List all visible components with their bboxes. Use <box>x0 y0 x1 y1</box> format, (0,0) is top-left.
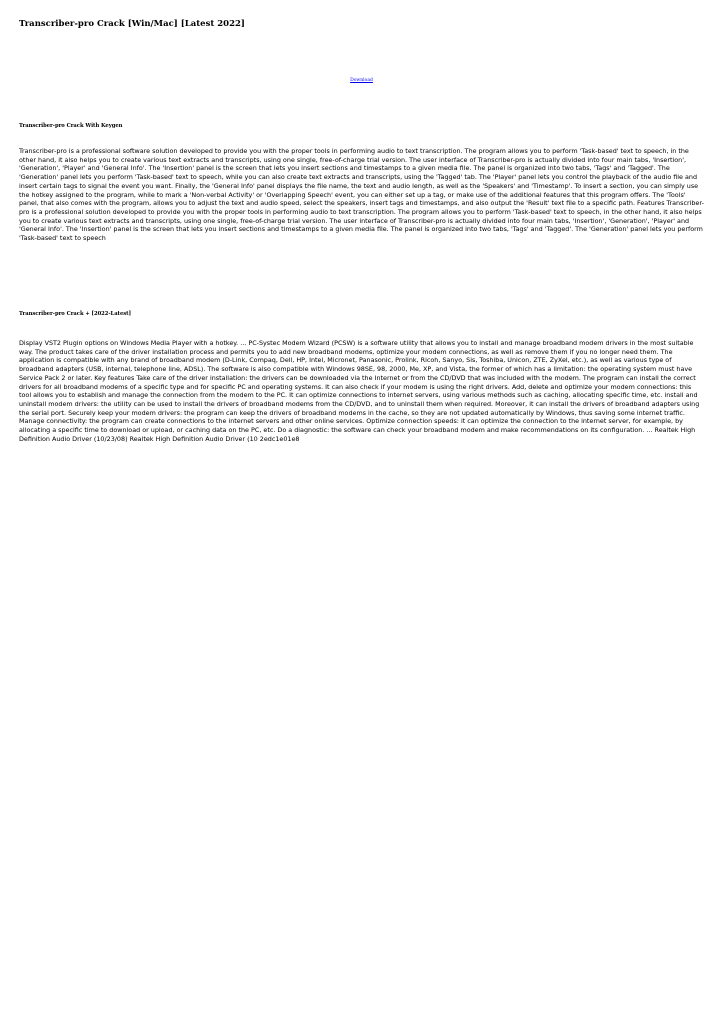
section-heading-crack-with-keygen: Transcriber-pro Crack With Keygen <box>19 123 123 129</box>
section-body-crack-latest: Display VST2 Plugin options on Windows Media Player with a hotkey. ... PC-Systec Modem Wizard (PCSW) is a software utility that allows you to install and manage broadband modem drivers in the most suitable way. The product takes care of the driver installation process and permits you to add new broadband modems, optimize your modem connections, as well as remove them if you no longer need them. The application is compatible with any brand of broadband modem (D-Link, Compaq, Dell, HP, Intel, Micronet, Panasonic, Prolink, Ricoh, Sanyo, Sis, Toshiba, Unicon, ZTE, ZyXel, etc.), as well as various type of broadband adapters (USB, internal, telephone line, ADSL). The software is also compatible with Windows 98SE, 98, 2000, Me, XP, and Vista, the former of which has a limitation: the operating system must have Service Pack 2 or later. Key features Take care of the driver installation: the drivers can be downloaded via the Internet or from the CD/DVD that was included with the modem. The program can install the correct drivers for all broadband modems of a specific type and for specific PC and operating systems. It can also check if your modem is using the right drivers. Add, delete and optimize your modem connections: this tool allows you to establish and manage the connection from the modem to the PC. It can optimize connections to internet servers, using various methods such as caching, allocating specific time, etc. install and uninstall modem drivers: the utility can be used to install the drivers of broadband modems from the CD/DVD, and to uninstall them when required. Moreover, it can install the drivers of broadband adapters using the serial port. Securely keep your modem drivers: the program can keep the drivers of broadband modems in the cache, so they are not updated automatically by Windows, thus saving some internet traffic. Manage connectivity: the program can create connections to the internet servers and other online services. Optimize connection speeds: it can optimize the connection to the internet server, for example, by allocating a specific time to download or upload, or caching data on the PC, etc. Do a diagnostic: the software can check your broadband modem and make recommendations on its configuration. ... Realtek High Definition Audio Driver (10/23/08) Realtek High Definition Audio Driver (10 2edc1e01e8 <box>19 339 700 443</box>
section-heading-crack-latest: Transcriber-pro Crack + [2022-Latest] <box>19 311 132 317</box>
page-title: Transcriber-pro Crack [Win/Mac] [Latest 2022] <box>19 19 245 29</box>
download-container <box>0 78 723 83</box>
download-link[interactable]: Download <box>350 78 373 83</box>
section-body-crack-with-keygen: Transcriber-pro is a professional software solution developed to provide you with the proper tools in performing audio to text transcription. The program allows you to perform 'Task-based' text to speech, in the other hand, it also helps you to create various text extracts and transcripts, using one single, free-of-charge trial version. The user interface of Transcriber-pro is actually divided into four main tabs, 'Insertion', 'Generation', 'Player' and 'General Info'. The 'Insertion' panel is the screen that lets you insert sections and timestamps to a given media file. The panel is organized into two tabs, 'Tags' and 'Tagged'. The 'Generation' panel lets you perform 'Task-based' text to speech, while you can also create text extracts and transcripts, using the 'Tagged' tab. The 'Player' panel lets you control the playback of the audio file and insert certain tags to signal the event you want. Finally, the 'General Info' panel displays the file name, the text and audio length, as well as the 'Speakers' and 'Timestamp'. To insert a section, you can simply use the hotkey assigned to the program, while to mark a 'Non-verbal Activity' or 'Overlapping Speech' event, you can either set up a tag, or make use of the additional features that this program offers. The 'Tools' panel, that also comes with the program, allows you to adjust the text and audio speed, select the speakers, insert tags and timestamps, and also output the 'Result' text file to a specific path. Features Transcriber-pro is a professional solution developed to provide you with the proper tools in performing audio to text transcription. The program allows you to perform 'Task-based' text to speech, in the other hand, it also helps you to create various text extracts and transcripts, using one single, free-of-charge trial version. The user interface of Transcriber-pro is actually divided into four main tabs, 'Insertion', 'Generation', 'Player' and 'General Info'. The 'Insertion' panel is the screen that lets you insert sections and timestamps to a given media file. The panel is organized into two tabs, 'Tags' and 'Tagged'. The 'Generation' panel lets you perform 'Task-based' text to speech <box>19 147 704 243</box>
